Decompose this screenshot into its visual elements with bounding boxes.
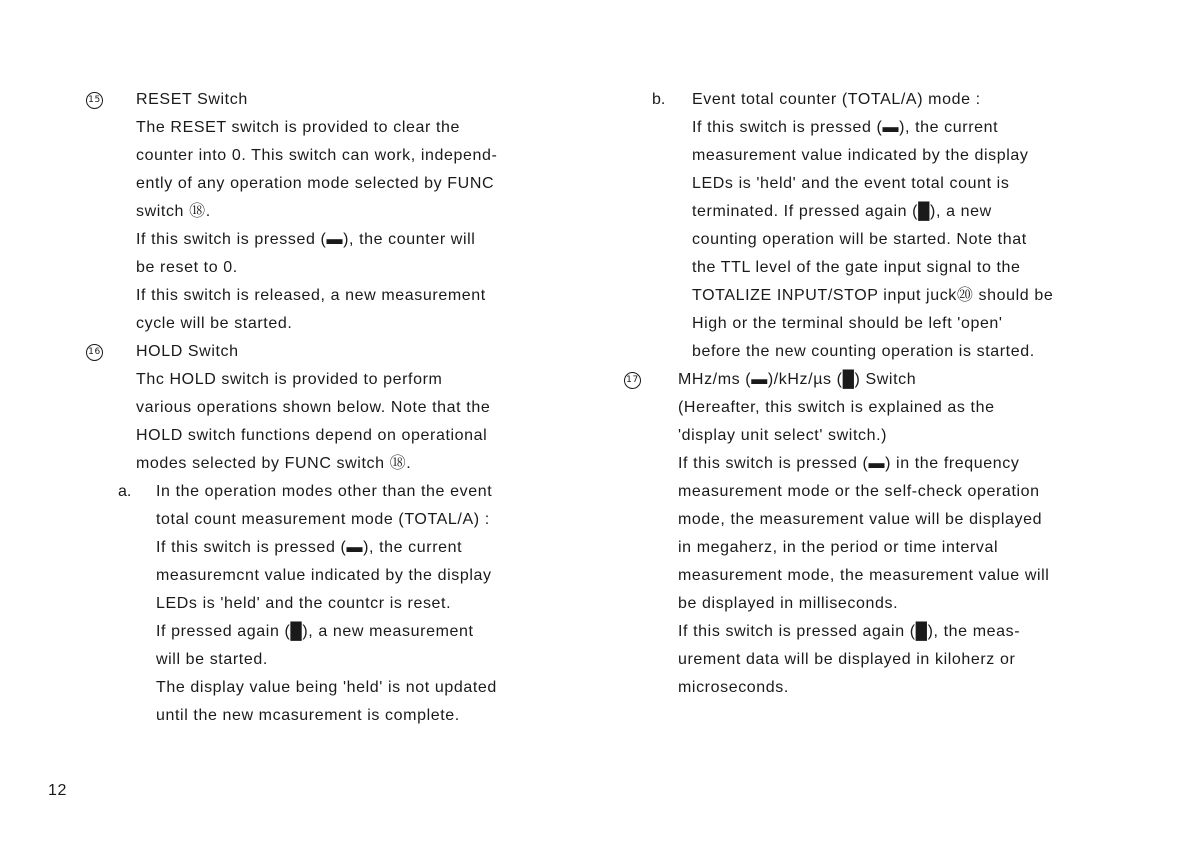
section-title: RESET Switch	[136, 91, 248, 108]
text-line: in megaherz, in the period or time interval	[678, 539, 999, 556]
text-line: TOTALIZE INPUT/STOP input juck⑳ should be	[692, 287, 1054, 304]
section-display-unit-switch	[626, 366, 1130, 702]
text-line: counting operation will be started. Note that	[692, 231, 1027, 248]
text-line: until the new mcasurement is complete.	[156, 707, 460, 724]
text-line: If this switch is pressed (▬), the current	[692, 119, 999, 136]
text-line: Thc HOLD switch is provided to perform	[136, 371, 443, 388]
text-line: be displayed in milliseconds.	[678, 595, 899, 612]
text-line: High or the terminal should be left 'open'	[692, 315, 1003, 332]
subsection-marker: b.	[652, 91, 666, 108]
text-line: before the new counting operation is started.	[692, 343, 1035, 360]
section-heading	[626, 366, 1130, 394]
text-line: LEDs is 'held' and the countcr is reset.	[156, 595, 452, 612]
text-line: measuremcnt value indicated by the display	[156, 567, 492, 584]
text-line: If this switch is pressed again (█), the meas-	[678, 623, 1021, 640]
text-line: urement data will be displayed in kiloherz or	[678, 651, 1016, 668]
text-line: switch ⑱.	[136, 203, 211, 220]
text-line: mode, the measurement value will be displayed	[678, 511, 1043, 528]
text-line: ently of any operation mode selected by FUNC	[136, 175, 495, 192]
text-line: the TTL level of the gate input signal to the	[692, 259, 1021, 276]
right-column	[626, 86, 1130, 702]
section-reset-switch	[88, 86, 602, 338]
text-line: LEDs is 'held' and the event total count is	[692, 175, 1010, 192]
text-line: (Hereafter, this switch is explained as the	[678, 399, 995, 416]
subsection-a	[92, 478, 602, 730]
text-line: Event total counter (TOTAL/A) mode :	[692, 91, 981, 108]
text-line: measurement value indicated by the display	[692, 147, 1029, 164]
subsection-marker: a.	[118, 483, 132, 500]
text-line: total count measurement mode (TOTAL/A) :	[156, 511, 490, 528]
section-title: HOLD Switch	[136, 343, 239, 360]
text-line: terminated. If pressed again (█), a new	[692, 203, 992, 220]
text-line: If this switch is pressed (▬), the current	[156, 539, 463, 556]
section-heading	[88, 338, 602, 366]
text-line: various operations shown below. Note that the	[136, 399, 491, 416]
subsection-b	[630, 86, 1130, 366]
circled-number: 17	[624, 372, 641, 389]
text-line: If this switch is pressed (▬), the counter will	[136, 231, 476, 248]
text-line: measurement mode, the measurement value will	[678, 567, 1050, 584]
text-line: The RESET switch is provided to clear the	[136, 119, 460, 136]
text-line: In the operation modes other than the event	[156, 483, 493, 500]
section-heading	[88, 86, 602, 114]
section-hold-switch	[88, 338, 602, 730]
text-line: microseconds.	[678, 679, 789, 696]
text-line: If this switch is released, a new measurement	[136, 287, 486, 304]
circled-number: 16	[86, 344, 103, 361]
text-line: The display value being 'held' is not updated	[156, 679, 497, 696]
page-number: 12	[48, 782, 67, 799]
text-line: If pressed again (█), a new measurement	[156, 623, 474, 640]
circled-number: 15	[86, 92, 103, 109]
text-line: be reset to 0.	[136, 259, 238, 276]
text-line: modes selected by FUNC switch ⑱.	[136, 455, 412, 472]
text-line: measurement mode or the self-check operation	[678, 483, 1040, 500]
section-title: MHz/ms (▬)/kHz/µs (█) Switch	[678, 371, 917, 388]
left-column	[88, 86, 602, 730]
text-line: HOLD switch functions depend on operational	[136, 427, 488, 444]
text-line: will be started.	[156, 651, 268, 668]
text-line: If this switch is pressed (▬) in the frequency	[678, 455, 1020, 472]
text-line: counter into 0. This switch can work, independ-	[136, 147, 498, 164]
text-line: 'display unit select' switch.)	[678, 427, 888, 444]
text-line: cycle will be started.	[136, 315, 293, 332]
